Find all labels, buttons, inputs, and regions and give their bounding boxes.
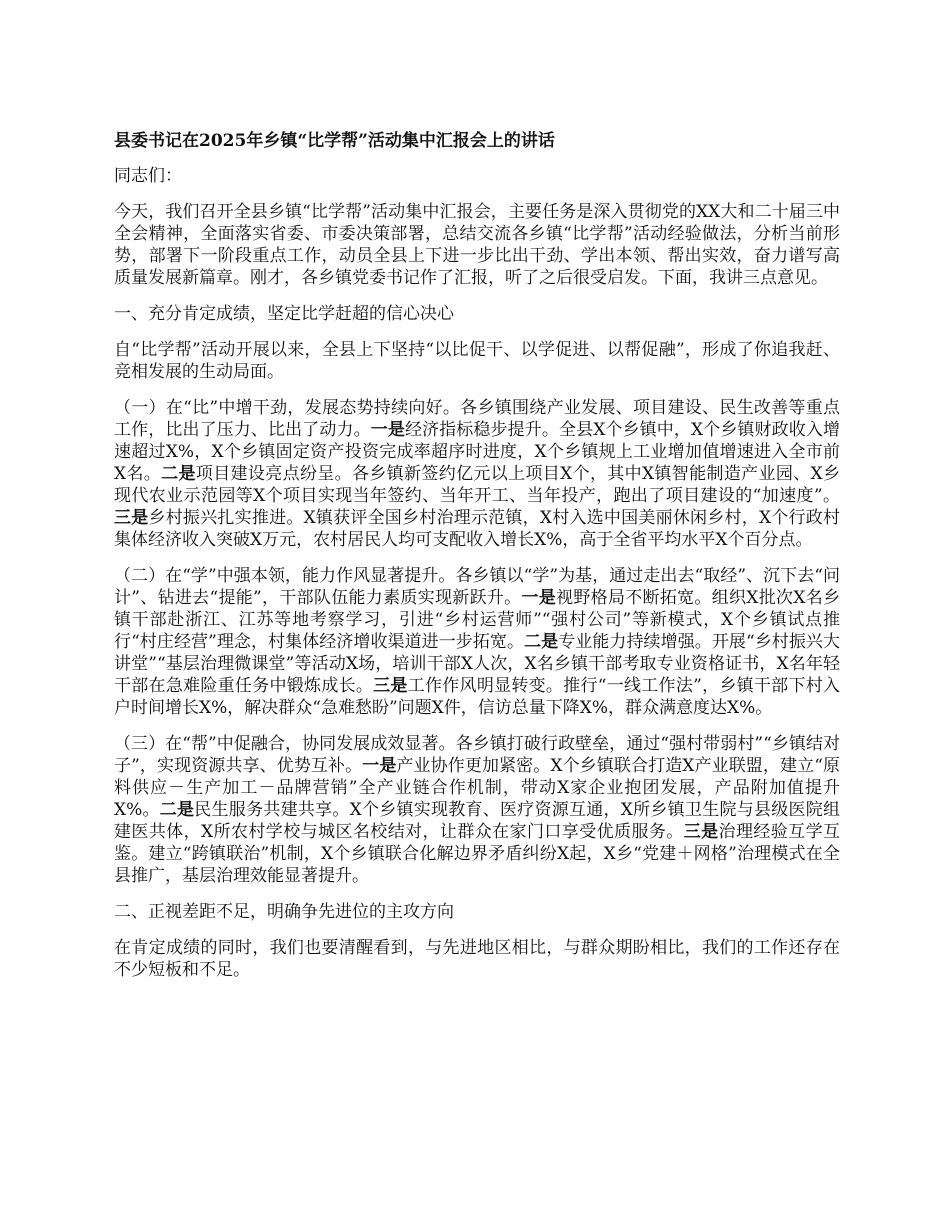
text-segment: 一、充分肯定成绩，坚定比学赶超的信心决心 — [114, 304, 454, 324]
text-segment: 治理经验互学互鉴。建立“跨镇联治”机制，X个乡镇联合化解边界矛盾纠纷X起，X乡“党建＋网格”治理模式在全县推广，基层治理效能显著提升。 — [114, 822, 841, 886]
bold-lead: 三是 — [683, 822, 719, 842]
text-segment: 自“比学帮”活动开展以来，全县上下坚持“以比促干、以学促进、以帮促融”，形成了你追我赶、竞相发展的生动局面。 — [114, 340, 840, 382]
intro-paragraph — [114, 201, 840, 289]
section-heading-1 — [114, 303, 840, 325]
text-segment: 视野格局不断拓宽。组织X批次X名乡镇干部赴浙江、江苏等地考察学习，引进“乡村运营师”“强村公司”等新模式，X个乡镇试点推行“村庄经营”理念，村集体经济增收渠道进一步拓宽。 — [114, 588, 840, 652]
bold-lead: 一是 — [521, 588, 557, 608]
text-segment: 二、正视差距不足，明确争先进位的主攻方向 — [114, 902, 454, 922]
text-segment: （一）在“比”中增干劲，发展态势持续向好。各乡镇围绕产业发展、项目建设、民生改善等重点工作，比出了压力、比出了动力。 — [114, 398, 840, 440]
bold-lead: 二是 — [524, 632, 559, 652]
text-segment: （三）在“帮”中促融合，协同发展成效显著。各乡镇打破行政壁垒，通过“强村带弱村”“乡镇结对子”，实现资源共享、优势互补。 — [114, 734, 840, 776]
text-segment: 今天，我们召开全县乡镇“比学帮”活动集中汇报会，主要任务是深入贯彻党的XX大和二十届三中全会精神，全面落实省委、市委决策部署，总结交流各乡镇“比学帮”活动经验做法，分析当前形势，部署下一阶段重点工作，动员全县上下进一步比出干劲、学出本领、帮出实效，奋力谱写高质量发展新篇章。刚才，各乡镇党委书记作了汇报，听了之后很受启发。下面，我讲三点意见。 — [114, 202, 840, 288]
document-page — [114, 130, 840, 995]
section-heading-2 — [114, 901, 840, 923]
subsection-1-bi — [114, 397, 840, 551]
text-segment: 工作作风明显转变。推行“一线工作法”，乡镇干部下村入户时间增长X%，解决群众“急难愁盼”问题X件，信访总量下降X%，群众满意度达X%。 — [114, 676, 841, 718]
text-segment: 民生服务共建共享。X个乡镇实现教育、医疗资源互通，X所乡镇卫生院与县级医院组建医共体，X所农村学校与城区名校结对，让群众在家门口享受优质服务。 — [114, 800, 840, 842]
bold-lead: 二是 — [159, 800, 195, 820]
bold-lead: 三是 — [373, 676, 408, 696]
bold-lead: 三是 — [114, 508, 149, 528]
text-segment: （二）在“学”中强本领，能力作风显著提升。各乡镇以“学”为基，通过走出去“取经”、沉下去“问计”、钻进去“提能”，干部队伍能力素质实现新跃升。 — [114, 566, 840, 608]
text-segment: 经济指标稳步提升。全县X个乡镇中，X个乡镇财政收入增速超过X%，X个乡镇固定资产投资完成率超序时进度，X个乡镇规上工业增加值增速进入全市前X名。 — [114, 420, 841, 484]
subsection-2-xue — [114, 565, 840, 719]
document-title: 县委书记在2025年乡镇“比学帮”活动集中汇报会上的讲话 — [114, 131, 555, 151]
subsection-3-bang — [114, 733, 840, 887]
greeting: 同志们： — [114, 166, 182, 186]
section-2-intro — [114, 937, 840, 981]
text-segment: 乡村振兴扎实推进。X镇获评全国乡村治理示范镇，X村入选中国美丽休闲乡村，X个行政村集体经济收入突破X万元，农村居民人均可支配收入增长X%，高于全省平均水平X个百分点。 — [114, 508, 841, 550]
text-segment: 在肯定成绩的同时，我们也要清醒看到，与先进地区相比，与群众期盼相比，我们的工作还存在不少短板和不足。 — [114, 938, 840, 980]
bold-lead: 二是 — [161, 464, 196, 484]
bold-lead: 一是 — [362, 756, 397, 776]
bold-lead: 一是 — [370, 420, 405, 440]
section-1-intro — [114, 339, 840, 383]
text-segment: 专业能力持续增强。开展“乡村振兴大讲堂”“基层治理微课堂”等活动X场，培训干部X人次，X名乡镇干部考取专业资格证书，X名年轻干部在急难险重任务中锻炼成长。 — [114, 632, 840, 696]
text-segment: 产业协作更加紧密。X个乡镇联合打造X产业联盟，建立“原料供应－生产加工－品牌营销”全产业链合作机制，带动X家企业抱团发展，产品附加值提升X%。 — [114, 756, 841, 820]
document-body — [114, 201, 840, 981]
text-segment: 项目建设亮点纷呈。各乡镇新签约亿元以上项目X个，其中X镇智能制造产业园、X乡现代农业示范园等X个项目实现当年签约、当年开工、当年投产，跑出了项目建设的“加速度”。 — [114, 464, 841, 506]
